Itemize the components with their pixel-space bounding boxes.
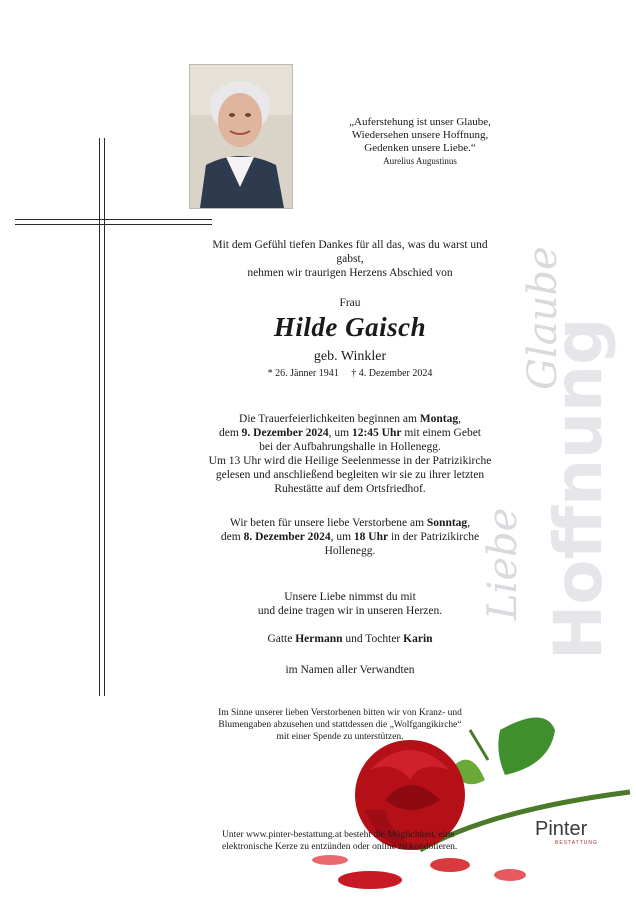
donation-line: Blumengaben abzusehen und stattdessen die „Wolfgangikirche“ [218,720,462,730]
quote-line: Gedenken unsere Liebe.“ [364,142,476,154]
candle-text [222,829,522,853]
daughter-name: Karin [403,633,433,645]
funeral-line: gelesen und anschließend begleiten wir sie zu ihrer letzten [215,469,485,481]
donation-text [150,707,530,743]
cross-vertical-1 [99,138,100,696]
text: Wir beten für unsere liebe Verstorbene am [229,517,427,529]
intro-line: gabst, [336,253,364,265]
prayer-line [140,530,560,544]
text: , [467,517,471,529]
intro-line: Mit dem Gefühl tiefen Dankes für all das, was du warst und [212,239,488,251]
date: 9. Dezember 2024 [241,427,329,439]
watermark-hoffnung: Hoffnung [540,317,617,660]
quote-block [320,116,520,168]
prayer-line [140,516,560,530]
intro-text [140,238,560,280]
cross-horizontal-1 [15,219,212,220]
candle-line: elektronische Kerze zu entzünden oder online zu kondolieren. [222,842,458,852]
funeral-details [140,412,560,496]
cross-vertical-2 [104,138,105,696]
funeral-line [140,412,560,426]
relatives-line: im Namen aller Verwandten [285,664,415,676]
quote-author: Aurelius Augustinus [383,156,457,166]
donation-line: Im Sinne unserer lieben Verstorbenen bitten wir von Kranz- und [218,708,462,718]
text: , um [328,427,352,439]
pinter-logo: Pinter [535,818,588,840]
candle-line: Unter www.pinter-bestattung.at besteht die Möglichkeit, eine [222,830,455,840]
funeral-line [140,426,560,440]
prayer-line: Hollenegg. [324,545,376,557]
text: , um [330,531,354,543]
watermark-liebe: Liebe [480,507,526,620]
funeral-line: bei der Aufbahrungshalle in Hollenegg. [259,441,441,453]
love-text [140,590,560,618]
birth-date: * 26. Jänner 1941 [267,368,339,379]
text: Die Trauerfeierlichkeiten beginnen am [239,413,420,425]
text: in der Patrizikirche [388,531,480,543]
funeral-line: Ruhestätte auf dem Ortsfriedhof. [274,483,426,495]
time: 12:45 Uhr [351,427,402,439]
text: dem [218,427,242,439]
maiden-name: geb. Winkler [313,349,387,364]
deceased-name: Hilde Gaisch [273,312,427,342]
text: mit einem Gebet [401,427,482,439]
weekday: Sonntag [426,517,468,529]
quote-line: Wiedersehen unsere Hoffnung, [351,129,489,141]
time: 18 Uhr [353,531,389,543]
donation-line: mit einer Spende zu unterstützen. [276,732,404,742]
weekday: Montag [419,413,459,425]
text: dem [220,531,244,543]
text: und Tochter [342,633,404,645]
date: 8. Dezember 2024 [243,531,331,543]
cross-horizontal-2 [15,224,212,225]
text: , [458,413,461,425]
portrait-photo [189,64,293,209]
quote-line: „Auferstehung ist unser Glaube, [349,116,491,128]
husband-name: Hermann [295,633,343,645]
love-line: und deine tragen wir in unseren Herzen. [257,605,443,617]
pinter-logo-subtitle: BESTATTUNG [555,840,598,846]
intro-line: nehmen wir traurigen Herzens Abschied von [247,267,453,279]
watermark-glaube: Glaube [520,246,566,390]
text: Gatte [267,633,296,645]
funeral-line: Um 13 Uhr wird die Heilige Seelenmesse in der Patrizikirche [208,455,492,467]
life-dates [150,368,550,379]
death-date: † 4. Dezember 2024 [351,368,433,379]
love-line: Unsere Liebe nimmst du mit [284,591,416,603]
name-prefix: Frau [339,297,361,309]
prayer-details [140,516,560,558]
family-signature [140,632,560,646]
